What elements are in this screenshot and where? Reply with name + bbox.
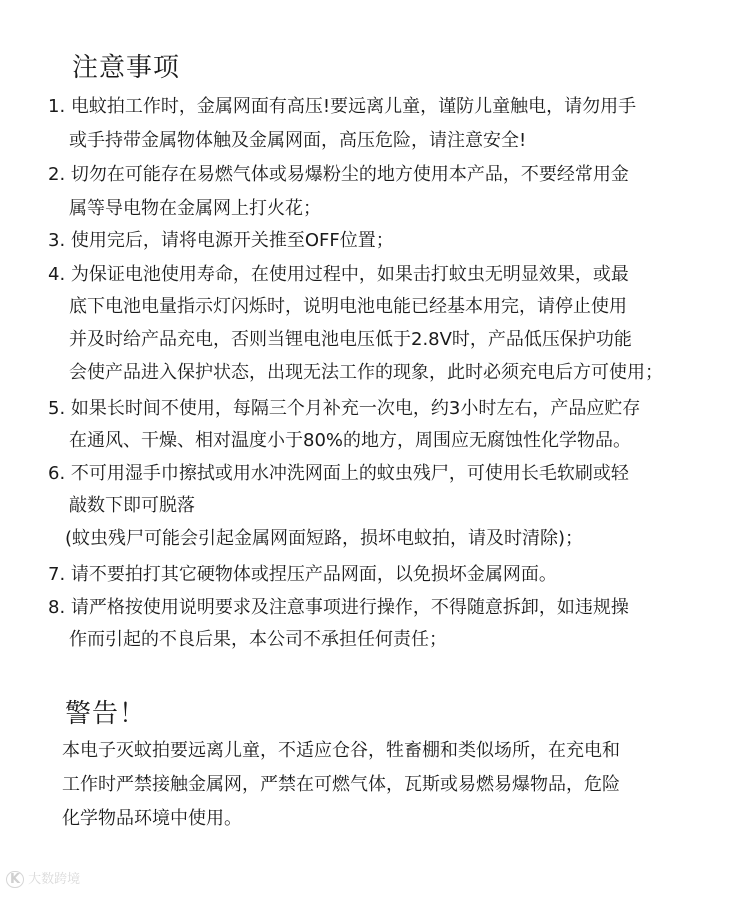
notice-line-15: 7. 请不要拍打其它硬物体或捏压产品网面，以免损坏金属网面。: [48, 564, 557, 585]
notice-line-14: (蚊虫残尸可能会引起金属网面短路，损坏电蚊拍，请及时清除)；: [65, 528, 584, 549]
notice-line-11: 在通风、干燥、相对温度小于80%的地方，周围应无腐蚀性化学物品。: [69, 430, 632, 451]
notice-line-3: 2. 切勿在可能存在易燃气体或易爆粉尘的地方使用本产品，不要经常用金: [48, 164, 629, 185]
notice-line-8: 并及时给产品充电，否则当锂电池电压低于2.8V时，产品低压保护功能: [69, 329, 632, 350]
warning-line-2: 工作时严禁接触金属网，严禁在可燃气体，瓦斯或易燃易爆物品，危险: [62, 774, 620, 795]
watermark-logo-icon: K: [6, 871, 24, 888]
notice-line-16: 8. 请严格按使用说明要求及注意事项进行操作，不得随意拆卸，如违规操: [48, 597, 629, 618]
notice-line-13: 敲数下即可脱落: [69, 495, 195, 516]
notice-line-1: 1. 电蚊拍工作时，金属网面有高压!要远离儿童，谨防儿童触电，请勿用手: [48, 96, 637, 117]
warning-line-1: 本电子灭蚊拍要远离儿童，不适应仓谷，牲畜棚和类似场所，在充电和: [62, 740, 620, 761]
warning-title: 警告！: [65, 699, 147, 729]
notice-line-10: 5. 如果长时间不使用，每隔三个月补充一次电，约3小时左右，产品应贮存: [48, 398, 641, 419]
warning-line-3: 化学物品环境中使用。: [62, 808, 242, 829]
notice-line-4: 属等导电物在金属网上打火花；: [69, 198, 321, 219]
watermark-text: 大数跨境: [28, 871, 81, 887]
notice-line-7: 底下电池电量指示灯闪烁时，说明电池电能已经基本用完，请停止使用: [69, 296, 627, 317]
notice-line-9: 会使产品进入保护状态，出现无法工作的现象，此时必须充电后方可使用；: [69, 362, 663, 383]
notice-line-12: 6. 不可用湿手巾擦拭或用水冲洗网面上的蚊虫残尸，可使用长毛软刷或轻: [48, 463, 629, 484]
notice-line-5: 3. 使用完后，请将电源开关推至OFF位置；: [48, 230, 394, 251]
watermark: [6, 871, 80, 888]
notice-line-17: 作而引起的不良后果，本公司不承担任何责任；: [69, 629, 447, 650]
notice-line-6: 4. 为保证电池使用寿命，在使用过程中，如果击打蚊虫无明显效果，或最: [48, 264, 629, 285]
notice-title: 注意事项: [72, 53, 181, 83]
notice-line-2: 或手持带金属物体触及金属网面，高压危险，请注意安全!: [69, 130, 527, 151]
